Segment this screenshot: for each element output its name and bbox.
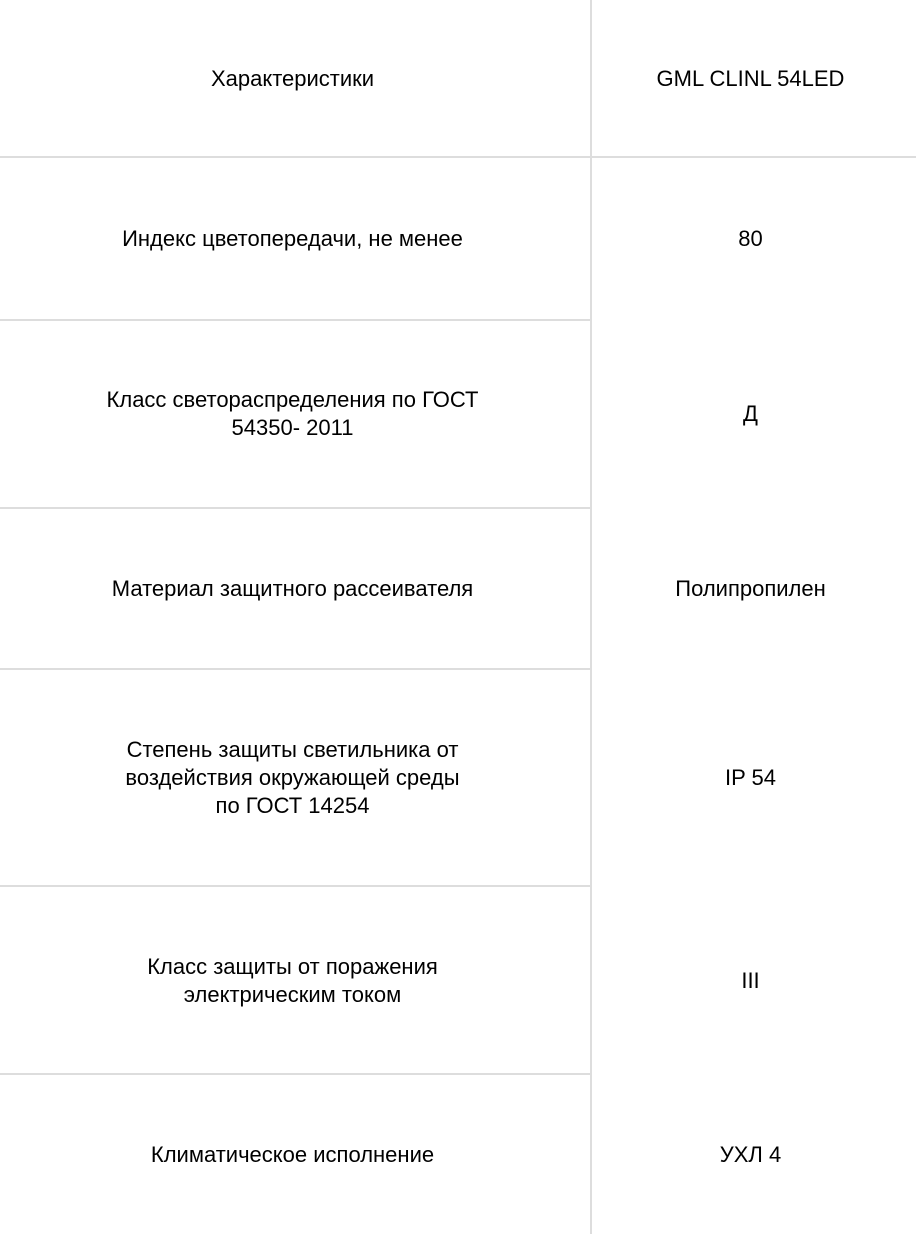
table-header-row (0, 0, 916, 157)
header-model: GML CLINL 54LED (656, 65, 845, 91)
table-row (0, 509, 916, 668)
row-name: Класс светораспределения по ГОСТ 54350- 2011 (106, 387, 479, 440)
table-row (0, 158, 916, 320)
row-name: Класс защиты от поражения электрическим током (147, 953, 438, 1007)
table-row (0, 1075, 916, 1234)
row-name: Климатическое исполнение (150, 1141, 435, 1167)
table-row (0, 887, 916, 1074)
row-name: Степень защиты светильника от воздействия окружающей среды по ГОСТ 14254 (125, 736, 460, 818)
row-name: Материал защитного рассеивателя (111, 575, 474, 601)
row-value: 80 (738, 226, 763, 251)
table-row (0, 321, 916, 507)
table-row (0, 670, 916, 885)
row-value: Полипропилен (675, 575, 826, 601)
column-divider (590, 0, 592, 1234)
row-name: Индекс цветопередачи, не менее (122, 226, 463, 251)
row-value: УХЛ 4 (719, 1141, 782, 1167)
row-value: Д (743, 401, 758, 426)
header-characteristics: Характеристики (210, 65, 375, 91)
row-value: IP 54 (725, 764, 776, 790)
row-value: III (741, 967, 760, 993)
